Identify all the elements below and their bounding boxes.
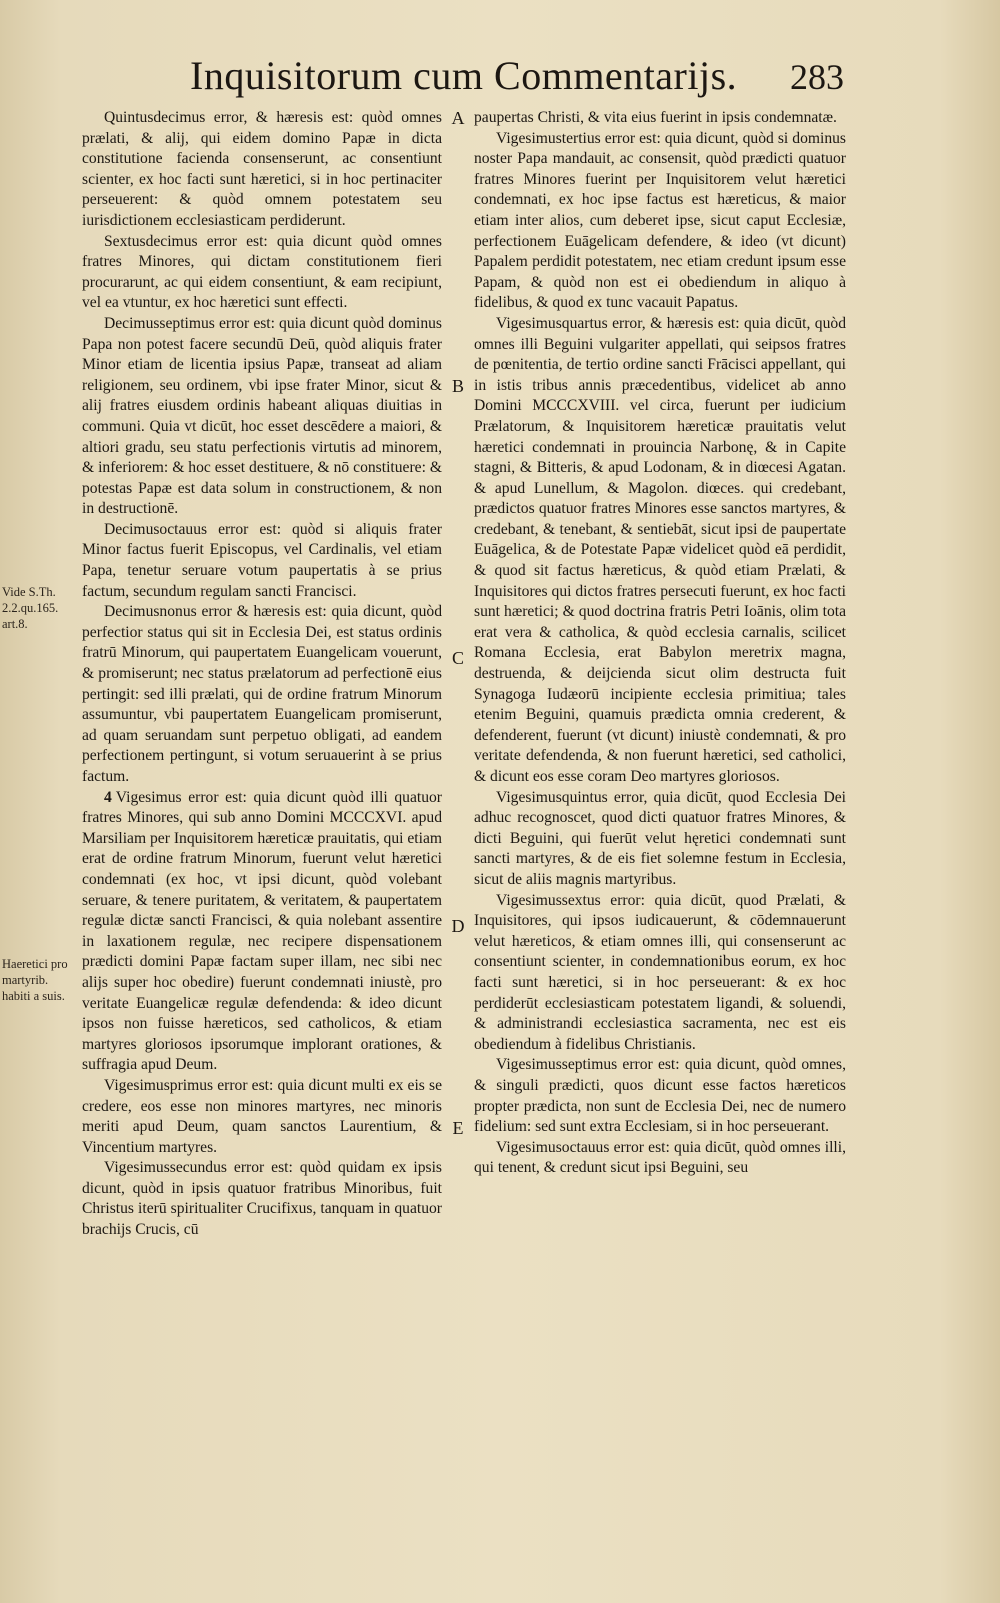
section-letter-d: D — [451, 916, 465, 936]
paragraph: Vigesimusseptimus error est: quia dicunt, quòd omnes, & singuli prædicti, quos dicunt esse factos hæreticos propter prædicta, non sunt de Ecclesia Dei, nec de numero fidelium: sed sunt extra Ecclesiam, si in hoc perseuerant. — [474, 1056, 846, 1136]
paragraph: Decimusseptimus error est: quia dicunt quòd dominus Papa non potest facere secundū Deū, quòd aliquis frater Minor etiam de licentia ipsius Papæ, transeat ad aliam religionem, seu ordinem, vbi ipse frater Minor, sicut & alij fratres eiusdem ordinis habeant aliquas diuitias in communi. Quia vt dicūt, hoc esset descēdere a maiori, & altiori gradu, seu statu perfectionis virtutis ad minorem, & inferiorem: & hoc esset destituere, & nō constituere: & potestas Papæ est data solum in constructionem, & non in destructionē. — [82, 314, 442, 518]
paragraph: Vigesimusquintus error, quia dicūt, quod Ecclesia Dei adhuc recognoscet, quod dicti quatuor fratres Minores, & dicti Beguini, qui fuerūt velut hęretici condemnati sunt sancti martyres, & de eis fiet solemne festum in Ecclesia, sicut de aliis magnis martyribus. — [474, 788, 846, 888]
section-letter-b: B — [451, 376, 464, 396]
paragraph: Vigesimusprimus error est: quia dicunt multi ex eis se credere, eos esse non minores martyres, nec minoris meriti apud Deum, quam sanctos Laurentium, & Vincentium martyres. — [82, 1076, 442, 1156]
paragraph: Sextusdecimus error est: quia dicunt quòd omnes fratres Minores, qui dictam constitutionem fieri procurarunt, ac qui eidem consentiunt, & eam recipiunt, vel ea vtuntur, ex hoc hæretici sunt effecti. — [82, 232, 442, 312]
margin-note-reference: Vide S.Th. 2.2.qu.165. art.8. — [2, 585, 59, 631]
folio-number: 283 — [790, 57, 844, 97]
paragraph: Decimusnonus error & hæresis est: quia dicunt, quòd perfectior status qui sit in Ecclesia Dei, est status ordinis fratrū Minorum, qui paupertatem Euangelicam vouerunt, & promiserunt; nec status prælatorum ad perfectionē eius pertingit: sed illi prælati, qui de ordine fratrum Minorum assumuntur, vbi paupertatem Euangelicam promiserunt, ad quam seruandam sunt perpetuo obligati, ad eandem perfectionem pertingunt, si votum seruauerint à se prius factum. — [82, 603, 442, 785]
section-letter-c: C — [451, 648, 464, 668]
paragraph-number: 4 — [104, 788, 112, 806]
paragraph: Vigesimussecundus error est: quòd quidam ex ipsis dicunt, quòd in ipsis quatuor fratribus Minoribus, fuit Christus iterū spiritualiter Crucifixus, tanquam in quatuor brachijs Crucis, cū — [82, 1159, 442, 1239]
paragraph: Quintusdecimus error, & hæresis est: quòd omnes prælati, & alij, qui eidem domino Papæ in dicta constitutione facienda consenserunt, ac consentiunt scienter, ex hoc facti sunt hæretici, si in hoc pertinaciter perseuerent: & quòd omnem potestatem seu iurisdictionem ecclesiasticam perdiderunt. — [82, 109, 442, 229]
left-column — [82, 108, 442, 1241]
paragraph: Vigesimussextus error: quia dicūt, quod Prælati, & Inquisitores, qui ipsos iudicauerunt, & cōdemnauerunt velut hæreticos, & etiam omnes illi, qui consenserunt ac consentiunt scienter, in condemnationibus eorum, ex hoc facti sunt hæretici, si in hoc perseuerant: & ex hoc perdiderūt ecclesiasticam potestatem ligandi, & soluendi, & administrandi ecclesiastica sacramenta, nec est eis obediendum à fidelibus Christianis. — [474, 891, 846, 1053]
paragraph: paupertas Christi, & vita eius fuerint in ipsis condemnatæ. — [474, 109, 837, 126]
section-letter-a: A — [451, 108, 465, 128]
right-column — [474, 108, 846, 1179]
page-header — [0, 52, 1000, 108]
paragraph-text: Vigesimus error est: quia dicunt quòd illi quatuor fratres Minores, qui sub anno Domini MCCCXVI. apud Marsiliam per Inquisitorem hæreticæ prauitatis, qui etiam erat de ordine fratrum Minorum, fuerunt velut hæretici condemnati (ex hoc, vt ipsi dicunt, quòd volebant seruare, & tenere puritatem, & veritatem, & paupertatem regulæ dictæ sancti Francisci, & quia nolebant assentire in laxationem regulæ, nec recipere dispensationem prædicti domini Papæ factam super illam, nec sibi nec alijs super hoc obedire) fuerunt condemnati iniustè, pro veritate Euangelicæ regulæ defendenda: & ideo dicunt ipsos non fuisse hæreticos, sed catholicos, & etiam martyres gloriosos ipsorumque implorant orationes, & suffragia apud Deum. — [82, 788, 442, 1074]
paragraph: Vigesimusquartus error, & hæresis est: quia dicūt, quòd omnes illi Beguini vulgariter appellati, qui seipsos fratres de pœnitentia, de tertio ordine sancti Frācisci appellant, qui in istis tribus annis præcedentibus, videlicet ab anno Domini MCCCXVIII. vel circa, fuerunt per iudicium Prælatorum, & Inquisitorem hæreticæ prauitatis velut hæretici condemnati in prouincia Narbonę, & in Capite stagni, & Bitteris, & apud Lodonam, & in diœcesi Agatan. & apud Lunellum, & Magolon. diœces. qui credebant, prædictos quatuor fratres Minores esse sanctos martyres, & credebant, & tenebant, & sentiebāt, sicut ipsi de paupertate Euāgelica, & de Potestate Papæ videlicet quòd eā perdidit, & quod sit factus hæreticus, & quòd etiam Prælati, & Inquisitores qui dictos fratres persecuti fuerunt, ex hoc facti sunt hæretici; & quod doctrina fratris Petri Ioānis, olim tota erat vera & catholica, & quòd ecclesia carnalis, scilicet Romana Ecclesia, erat Babylon meretrix magna, destruenda, & deijcienda sicut olim destructa fuit Synagoga Iudæorū incipiente ecclesia primitiua; tales etenim Beguini, quamuis prædicta omnia crederent, & defenderent, fuerunt (vt dicunt) iniustè condemnati, & pro veritate defendenda, & non fuerunt hæretici, sed catholici, & dicunt eos esse coram Deo martyres gloriosos. — [474, 314, 846, 785]
margin-note-martyrs: Haeretici pro martyrib. habiti a suis. — [2, 957, 68, 1003]
section-letter-e: E — [452, 1118, 464, 1138]
paragraph: Decimusoctauus error est: quòd si aliquis frater Minor factus fuerit Episcopus, vel Cardinalis, vel etiam Papa, tenetur seruare votum paupertatis à se prius factum, secundum regulam sancti Francisci. — [82, 520, 442, 600]
paragraph: Vigesimusoctauus error est: quia dicūt, quòd omnes illi, qui tenent, & credunt sicut ipsi Beguini, seu — [474, 1138, 846, 1177]
running-title: Inquisitorum cum Commentarijs. — [190, 53, 738, 98]
paragraph-numbered — [82, 788, 442, 1076]
paragraph: Vigesimustertius error est: quia dicunt, quòd si dominus noster Papa mandauit, ac consensit, quòd prædicti quatuor fratres Minores fuerint per Inquisitorem velut hæretici condemnati, ex hoc ipse factus est hæreticus, & maior etiam inter alios, cum deberet ipse, sicut caput Ecclesiæ, perfectionem Euāgelicam defendere, & ideo (vt dicunt) Papalem perdidit potestatem, nec etiam credunt ipsum esse Papam, & quòd non est ei obediendum in aliquo à fidelibus, & quod ex tunc vacauit Papatus. — [474, 129, 846, 312]
